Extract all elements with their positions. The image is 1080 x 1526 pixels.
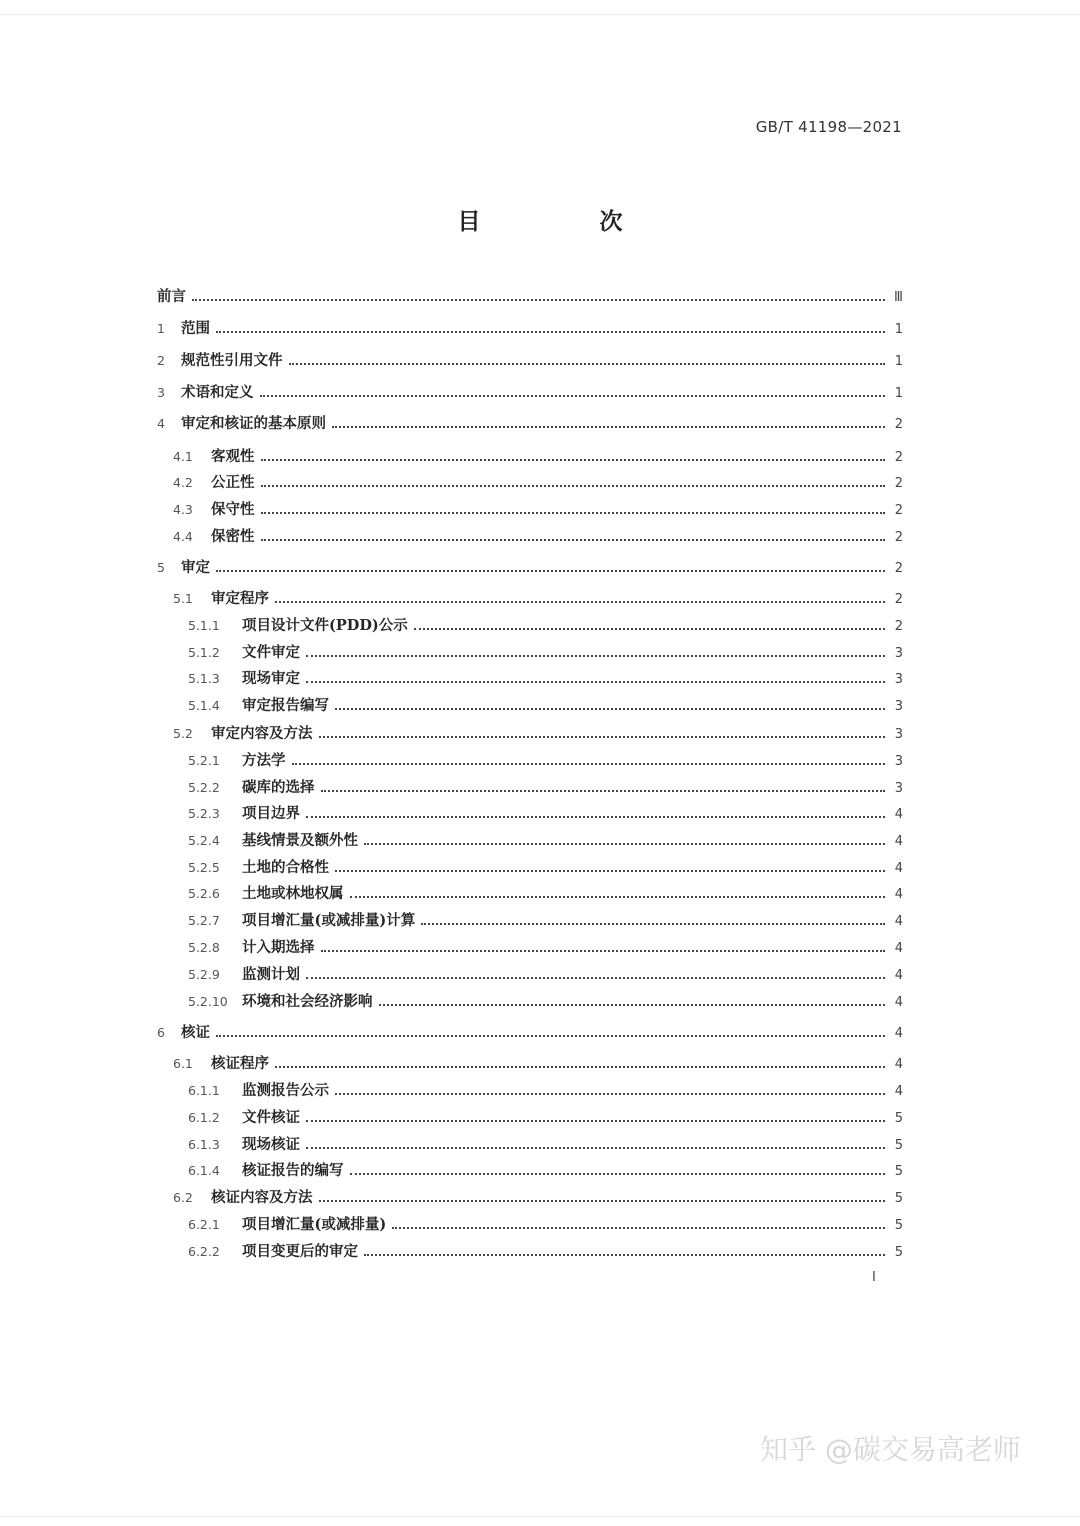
toc-entry-title: 核证内容及方法 [211, 1189, 313, 1206]
toc-entry-number: 6.2.1 [188, 1217, 220, 1232]
toc-leader-dots [306, 653, 885, 657]
toc-entry-page: Ⅲ [894, 290, 903, 305]
toc-entry-number: 5.2.7 [188, 913, 220, 928]
toc-entry [157, 911, 903, 931]
toc-entry [157, 884, 903, 904]
toc-leader-dots [321, 788, 886, 792]
toc-entry-title: 土地的合格性 [242, 859, 329, 876]
toc-entry-number: 6 [157, 1025, 165, 1040]
toc-leader-dots [379, 1002, 886, 1006]
toc-entry-number: 5.2.4 [188, 833, 220, 848]
toc-entry-title: 核证 [181, 1024, 210, 1041]
toc-entry [157, 858, 903, 878]
toc-entry-title: 保密性 [211, 528, 255, 545]
toc-entry-number: 6.2 [173, 1190, 193, 1205]
toc-entry-title: 现场审定 [242, 670, 300, 687]
toc-entry [157, 938, 903, 958]
toc-leader-dots [350, 1171, 886, 1175]
toc-entry-number: 5.2.10 [188, 994, 228, 1009]
toc-entry [157, 414, 903, 434]
toc-leader-dots [414, 626, 885, 630]
toc-entry-number: 5.2.8 [188, 940, 220, 955]
toc-entry-page: 2 [894, 417, 903, 432]
toc-entry-title: 核证报告的编写 [242, 1162, 344, 1179]
toc-entry-number: 5.2.9 [188, 967, 220, 982]
toc-entry-title: 环境和社会经济影响 [242, 993, 373, 1010]
toc-leader-dots [306, 975, 885, 979]
toc-entry-page: 5 [894, 1111, 903, 1126]
toc-entry-title: 项目边界 [242, 805, 300, 822]
toc-entry [157, 287, 903, 307]
standard-code: GB/T 41198—2021 [755, 118, 902, 136]
toc-entry-page: 3 [894, 754, 903, 769]
toc-leader-dots [335, 868, 885, 872]
page-number: I [872, 1270, 876, 1285]
toc-entry-title: 碳库的选择 [242, 779, 315, 796]
toc-leader-dots [332, 424, 885, 428]
toc-entry-page: 5 [894, 1138, 903, 1153]
toc-entry-number: 4.2 [173, 475, 193, 490]
toc-entry-number: 4.3 [173, 502, 193, 517]
toc-entry-number: 5.2.3 [188, 806, 220, 821]
toc-entry-number: 5.2.2 [188, 780, 220, 795]
toc-entry-number: 5.2.6 [188, 886, 220, 901]
toc-entry-title: 项目增汇量(或减排量)计算 [242, 912, 416, 929]
toc-entry-number: 5.1 [173, 591, 193, 606]
toc-entry [157, 751, 903, 771]
toc-entry-number: 6.1.3 [188, 1137, 220, 1152]
toc-entry-title: 规范性引用文件 [181, 352, 283, 369]
toc-leader-dots [306, 679, 885, 683]
toc-entry-title: 审定内容及方法 [211, 725, 313, 742]
toc-entry [157, 447, 903, 467]
toc-entry-number: 6.1.2 [188, 1110, 220, 1125]
toc-entry [157, 527, 903, 547]
toc-entry-page: 2 [894, 561, 903, 576]
toc-entry-number: 5.1.4 [188, 698, 220, 713]
toc-entry-number: 6.2.2 [188, 1244, 220, 1259]
toc-entry-title: 术语和定义 [181, 384, 254, 401]
toc-entry [157, 643, 903, 663]
toc-entry-title: 项目增汇量(或减排量) [242, 1216, 387, 1233]
toc-leader-dots [364, 1252, 885, 1256]
scan-edge [0, 1516, 1080, 1517]
toc-entry-number: 4.4 [173, 529, 193, 544]
toc-entry-page: 3 [894, 699, 903, 714]
toc-entry-page: 4 [894, 914, 903, 929]
toc-entry-page: 4 [894, 834, 903, 849]
toc-leader-dots [260, 393, 886, 397]
toc-entry-number: 6.1 [173, 1056, 193, 1071]
page-title: 目 次 [457, 208, 671, 235]
toc-entry-title: 前言 [157, 288, 186, 305]
toc-entry-page: 2 [894, 503, 903, 518]
toc-entry-title: 审定和核证的基本原则 [181, 415, 326, 432]
toc-entry [157, 500, 903, 520]
toc-leader-dots [275, 599, 885, 603]
toc-entry-page: 4 [894, 1026, 903, 1041]
toc-entry-page: 2 [894, 619, 903, 634]
toc-entry-page: 4 [894, 941, 903, 956]
toc-entry-title: 计入期选择 [242, 939, 315, 956]
toc-entry-title: 公正性 [211, 474, 255, 491]
toc-leader-dots [216, 568, 885, 572]
toc-leader-dots [421, 921, 885, 925]
watermark: 知乎 @碳交易高老师 [760, 1433, 1021, 1466]
toc-entry-page: 3 [894, 727, 903, 742]
toc-entry [157, 1188, 903, 1208]
toc-entry-title: 文件审定 [242, 644, 300, 661]
toc-entry [157, 804, 903, 824]
toc-entry [157, 589, 903, 609]
toc-entry [157, 1081, 903, 1101]
toc-entry-number: 3 [157, 385, 165, 400]
toc-entry-page: 3 [894, 646, 903, 661]
toc-entry-page: 4 [894, 861, 903, 876]
toc-leader-dots [289, 361, 886, 365]
toc-entry [157, 778, 903, 798]
toc-entry [157, 696, 903, 716]
toc-leader-dots [335, 706, 885, 710]
toc-entry-title: 项目变更后的审定 [242, 1243, 358, 1260]
toc-entry-title: 现场核证 [242, 1136, 300, 1153]
toc-leader-dots [292, 761, 886, 765]
toc-entry [157, 1215, 903, 1235]
toc-entry-title: 文件核证 [242, 1109, 300, 1126]
toc-entry-page: 5 [894, 1218, 903, 1233]
toc-entry-title: 基线情景及额外性 [242, 832, 358, 849]
toc-entry-page: 5 [894, 1245, 903, 1260]
toc-leader-dots [261, 457, 886, 461]
toc-entry-title: 审定程序 [211, 590, 269, 607]
toc-entry-title: 核证程序 [211, 1055, 269, 1072]
toc-entry-title: 项目设计文件(PDD)公示 [242, 617, 408, 634]
toc-entry-number: 2 [157, 353, 165, 368]
toc-entry [157, 1108, 903, 1128]
toc-entry-page: 3 [894, 672, 903, 687]
toc-entry-page: 2 [894, 476, 903, 491]
toc-leader-dots [364, 841, 885, 845]
toc-entry-title: 客观性 [211, 448, 255, 465]
toc-leader-dots [335, 1091, 885, 1095]
toc-entry-title: 保守性 [211, 501, 255, 518]
toc-entry [157, 1023, 903, 1043]
toc-entry [157, 351, 903, 371]
toc-entry-page: 4 [894, 807, 903, 822]
toc-entry-page: 5 [894, 1164, 903, 1179]
toc-entry-title: 土地或林地权属 [242, 885, 344, 902]
toc-entry-number: 6.1.4 [188, 1163, 220, 1178]
toc-entry [157, 669, 903, 689]
toc-entry-number: 4 [157, 416, 165, 431]
toc-entry [157, 1161, 903, 1181]
toc-entry [157, 558, 903, 578]
toc-leader-dots [321, 948, 886, 952]
toc-entry [157, 724, 903, 744]
toc-entry-title: 审定 [181, 559, 210, 576]
toc-leader-dots [350, 894, 886, 898]
toc-entry-title: 审定报告编写 [242, 697, 329, 714]
toc-leader-dots [261, 483, 886, 487]
toc-entry-title: 方法学 [242, 752, 286, 769]
toc-entry-number: 5 [157, 560, 165, 575]
toc-entry-number: 5.2.1 [188, 753, 220, 768]
toc-entry-number: 1 [157, 321, 165, 336]
toc-entry-page: 4 [894, 887, 903, 902]
toc-leader-dots [306, 1118, 885, 1122]
toc-entry-title: 监测报告公示 [242, 1082, 329, 1099]
toc-entry-number: 5.2 [173, 726, 193, 741]
toc-leader-dots [306, 814, 885, 818]
toc-leader-dots [216, 1033, 885, 1037]
scan-edge [0, 14, 1080, 15]
toc-entry [157, 383, 903, 403]
toc-leader-dots [216, 329, 885, 333]
toc-entry-page: 2 [894, 592, 903, 607]
toc-leader-dots [275, 1064, 885, 1068]
toc-entry-page: 2 [894, 530, 903, 545]
toc-entry-number: 5.1.1 [188, 618, 220, 633]
toc-entry [157, 616, 903, 636]
toc-entry [157, 319, 903, 339]
toc-entry-page: 4 [894, 1057, 903, 1072]
toc-entry-page: 1 [894, 386, 903, 401]
toc-entry [157, 992, 903, 1012]
toc-entry [157, 1054, 903, 1074]
toc-entry-number: 4.1 [173, 449, 193, 464]
toc-leader-dots [192, 297, 885, 301]
toc-entry-page: 5 [894, 1191, 903, 1206]
toc-leader-dots [392, 1225, 885, 1229]
toc-entry [157, 831, 903, 851]
toc-leader-dots [306, 1145, 885, 1149]
toc-entry-page: 4 [894, 1084, 903, 1099]
toc-entry-page: 4 [894, 968, 903, 983]
toc-entry-number: 6.1.1 [188, 1083, 220, 1098]
toc-entry-page: 4 [894, 995, 903, 1010]
toc-entry [157, 473, 903, 493]
toc-entry [157, 1242, 903, 1262]
toc-leader-dots [261, 537, 886, 541]
toc-entry-number: 5.1.3 [188, 671, 220, 686]
toc-entry-page: 3 [894, 781, 903, 796]
toc-entry [157, 965, 903, 985]
toc-entry-title: 监测计划 [242, 966, 300, 983]
toc-leader-dots [261, 510, 886, 514]
toc-leader-dots [319, 734, 886, 738]
toc-entry-number: 5.1.2 [188, 645, 220, 660]
toc-entry-page: 2 [894, 450, 903, 465]
toc-entry-page: 1 [894, 322, 903, 337]
toc-entry-page: 1 [894, 354, 903, 369]
toc-entry-title: 范围 [181, 320, 210, 337]
toc-entry-number: 5.2.5 [188, 860, 220, 875]
toc-leader-dots [319, 1198, 886, 1202]
toc-entry [157, 1135, 903, 1155]
